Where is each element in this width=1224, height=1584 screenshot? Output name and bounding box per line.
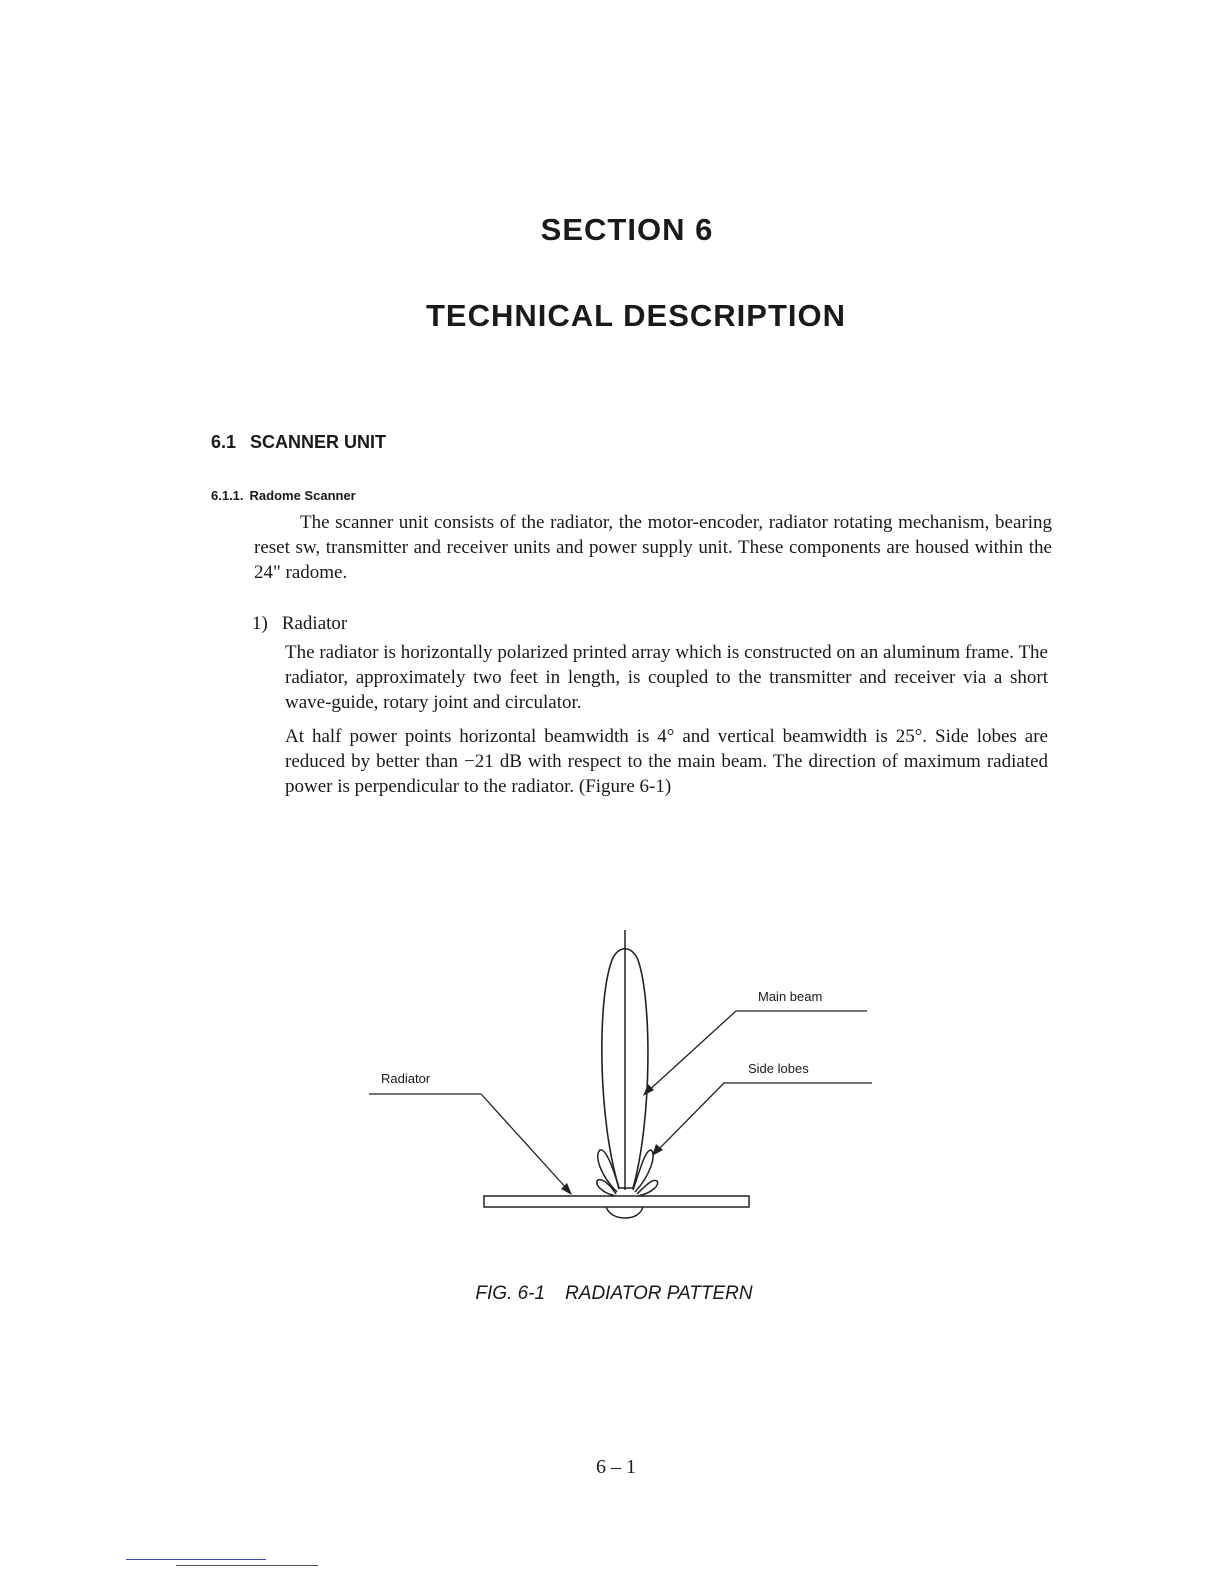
heading-6-1-number: 6.1 <box>211 432 237 452</box>
radiator-label: Radiator <box>381 1071 431 1086</box>
side-lobe-right-2 <box>637 1180 658 1196</box>
heading-6-1-1-title: Radome Scanner <box>249 488 356 503</box>
main-beam-label: Main beam <box>758 989 823 1004</box>
heading-6-1-title: SCANNER UNIT <box>250 432 387 452</box>
side-lobe-right-1 <box>633 1150 653 1192</box>
radiator-leader-line <box>481 1094 568 1190</box>
main-beam-arrowhead <box>643 1084 654 1096</box>
side-lobes-leader-line <box>656 1083 724 1152</box>
figure-caption-number: FIG. 6-1 <box>475 1283 546 1304</box>
radiator-paragraph-1: The radiator is horizontally polarized printed array which is constructed on an aluminum frame. The radiator, approximately two feet in length, is coupled to the transmitter and receiver via a short wave-guide, rotary joint and circulator. <box>285 642 1048 713</box>
side-lobe-left-1 <box>598 1150 619 1192</box>
radiator-bar <box>484 1196 749 1207</box>
radiator-item-title: Radiator <box>281 613 348 634</box>
section-number: SECTION 6 <box>540 212 714 247</box>
side-lobes-label: Side lobes <box>748 1061 809 1076</box>
heading-6-1-1-number: 6.1.1. <box>211 488 244 503</box>
radiator-item-marker: 1) <box>252 613 268 634</box>
radiator-paragraph-2: At half power points horizontal beamwidth is 4° and vertical beamwidth is 25°. Side lobes are reduced by better than −21 dB with respect to the main beam. The direction of maximum radiated power is perpendicular to the radiator. (Figure 6-1) <box>285 726 1048 797</box>
page-number: 6 – 1 <box>596 1456 636 1478</box>
main-beam-leader-line <box>646 1011 736 1093</box>
footer-rule-blue <box>126 1559 266 1560</box>
figure-caption <box>0 1283 1224 1305</box>
figure-caption-title: RADIATOR PATTERN <box>565 1283 753 1304</box>
scanner-unit-paragraph: The scanner unit consists of the radiator, the motor-encoder, radiator rotating mechanism, bearing reset sw, transmitter and receiver units and power supply unit. These components are housed within the 24" radome. <box>254 512 1052 583</box>
section-title: TECHNICAL DESCRIPTION <box>425 298 846 333</box>
footer-rule-gray <box>176 1565 318 1566</box>
